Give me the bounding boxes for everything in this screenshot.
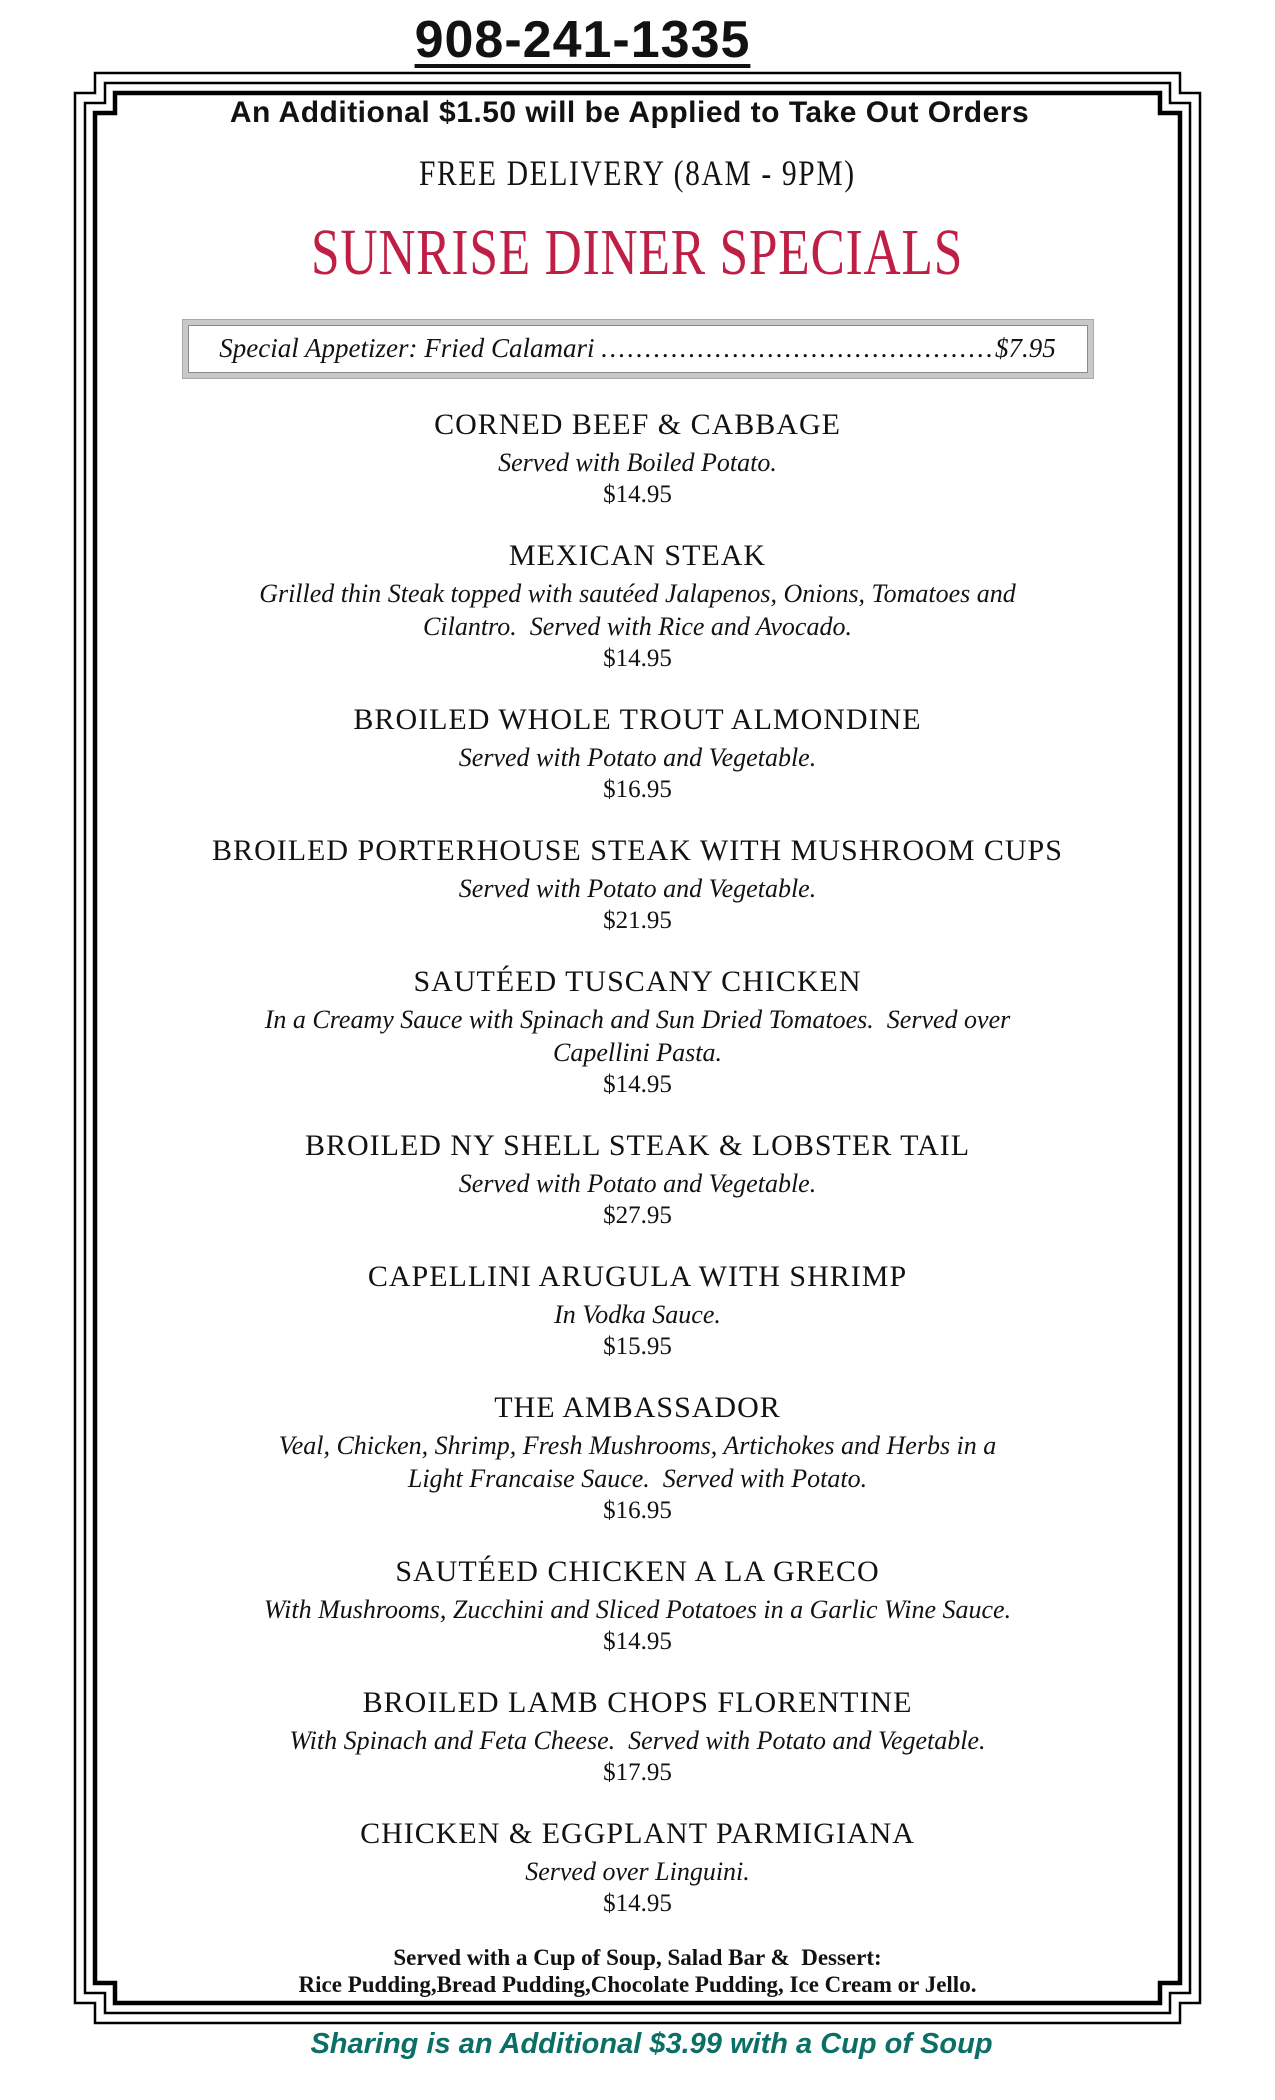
menu-item-description-line: Served with Potato and Vegetable.: [458, 874, 817, 903]
menu-item: [95, 961, 1180, 1100]
menu-item: [95, 830, 1180, 936]
menu-item-price: $21.95: [603, 907, 672, 934]
menu-item-description-line: Cilantro. Served with Rice and Avocado.: [423, 612, 852, 641]
special-appetizer-price: $7.95: [994, 333, 1056, 363]
menu-item-price: $17.95: [603, 1759, 672, 1786]
menu-item-description-line: Grilled thin Steak topped with sautéed Jalapenos, Onions, Tomatoes and: [259, 579, 1016, 608]
menu-item-description: [95, 446, 1180, 479]
menu-item: [95, 1551, 1180, 1657]
included-sides-line: Served with a Cup of Soup, Salad Bar & Dessert:: [393, 1945, 882, 1970]
menu-item-name: CORNED BEEF & CABBAGE: [434, 408, 841, 441]
menu-item-price: $16.95: [603, 776, 672, 803]
menu-item-price: $16.95: [603, 1497, 672, 1524]
menu-item-description-line: Served over Linguini.: [525, 1857, 750, 1886]
menu-item-description-line: Served with Potato and Vegetable.: [458, 1169, 817, 1198]
menu-item-price: $14.95: [603, 1890, 672, 1917]
menu-item-description: [95, 741, 1180, 774]
menu-item-description-line: With Mushrooms, Zucchini and Sliced Potatoes in a Garlic Wine Sauce.: [263, 1595, 1012, 1624]
menu-item-name: CHICKEN & EGGPLANT PARMIGIANA: [360, 1817, 915, 1850]
menu-item-name: SAUTÉED TUSCANY CHICKEN: [413, 965, 862, 998]
menu-item-description-line: In a Creamy Sauce with Spinach and Sun Dried Tomatoes. Served over: [264, 1005, 1011, 1034]
phone-number: 908-241-1335: [414, 11, 751, 69]
menu-item-name: SAUTÉED CHICKEN A LA GRECO: [395, 1555, 880, 1588]
menu-item-description-line: Served with Boiled Potato.: [498, 448, 777, 477]
menu-item-description: [95, 1724, 1180, 1757]
menu-item-description: [95, 1167, 1180, 1200]
menu-item-name: BROILED NY SHELL STEAK & LOBSTER TAIL: [304, 1129, 971, 1162]
menu-item-description: [95, 1593, 1180, 1626]
special-appetizer-box: [183, 320, 1093, 378]
menu-item-price: $14.95: [603, 645, 672, 672]
menu-item-price: $14.95: [603, 1628, 672, 1655]
menu-item-price: $27.95: [603, 1202, 672, 1229]
menu-item-name: CAPELLINI ARUGULA WITH SHRIMP: [367, 1260, 908, 1293]
delivery-notice-text: FREE DELIVERY (8AM - 9PM): [419, 153, 856, 193]
menu-item-price: $14.95: [603, 1071, 672, 1098]
menu-item-description: [95, 1003, 1180, 1069]
menu-item: [95, 1387, 1180, 1526]
included-sides-note: [95, 1944, 1180, 1998]
menu-item-description-line: Veal, Chicken, Shrimp, Fresh Mushrooms, Artichokes and Herbs in a: [278, 1431, 997, 1460]
menu-item: [95, 535, 1180, 674]
menu-item-name: BROILED WHOLE TROUT ALMONDINE: [353, 703, 922, 736]
menu-item-name: THE AMBASSADOR: [494, 1391, 781, 1424]
menu-item-description: [95, 1855, 1180, 1888]
menu-item-description: [95, 872, 1180, 905]
special-appetizer-leader-dots: .............................................: [601, 333, 995, 363]
special-appetizer-label: Special Appetizer: Fried Calamari: [219, 333, 602, 363]
menu-item-description: [95, 577, 1180, 643]
menu-item-name: BROILED LAMB CHOPS FLORENTINE: [362, 1686, 913, 1719]
dessert-options-line: Rice Pudding,Bread Pudding,Chocolate Pudding, Ice Cream or Jello.: [298, 1972, 977, 1997]
menu-item: [95, 1256, 1180, 1362]
menu-item-description: [95, 1429, 1180, 1495]
page-title: [95, 216, 1180, 290]
menu-item-price: $15.95: [603, 1333, 672, 1360]
menu-item-price: $14.95: [603, 481, 672, 508]
menu-item-description-line: In Vodka Sauce.: [554, 1300, 721, 1329]
page-title-text: SUNRISE DINER SPECIALS: [311, 216, 964, 289]
menu-item: [95, 1813, 1180, 1919]
menu-item-description-line: Capellini Pasta.: [553, 1038, 722, 1067]
menu-item-name: BROILED PORTERHOUSE STEAK WITH MUSHROOM CUPS: [212, 834, 1063, 867]
sharing-tagline: Sharing is an Additional $3.99 with a Cup of Soup: [310, 2028, 993, 2060]
menu-item-description: [95, 1298, 1180, 1331]
menu-items-list: [95, 404, 1180, 1919]
takeout-notice: An Additional $1.50 will be Applied to Take Out Orders: [229, 96, 1030, 129]
menu-item-description-line: With Spinach and Feta Cheese. Served with Potato and Vegetable.: [289, 1726, 986, 1755]
menu-item-name: MEXICAN STEAK: [508, 539, 767, 572]
menu-content: [95, 93, 1180, 1998]
menu-item-description-line: Light Francaise Sauce. Served with Potato.: [407, 1464, 868, 1493]
menu-item: [95, 1125, 1180, 1231]
menu-item: [95, 1682, 1180, 1788]
delivery-notice: [95, 154, 1180, 192]
menu-item-description-line: Served with Potato and Vegetable.: [458, 743, 817, 772]
menu-item: [95, 404, 1180, 510]
menu-item: [95, 699, 1180, 805]
